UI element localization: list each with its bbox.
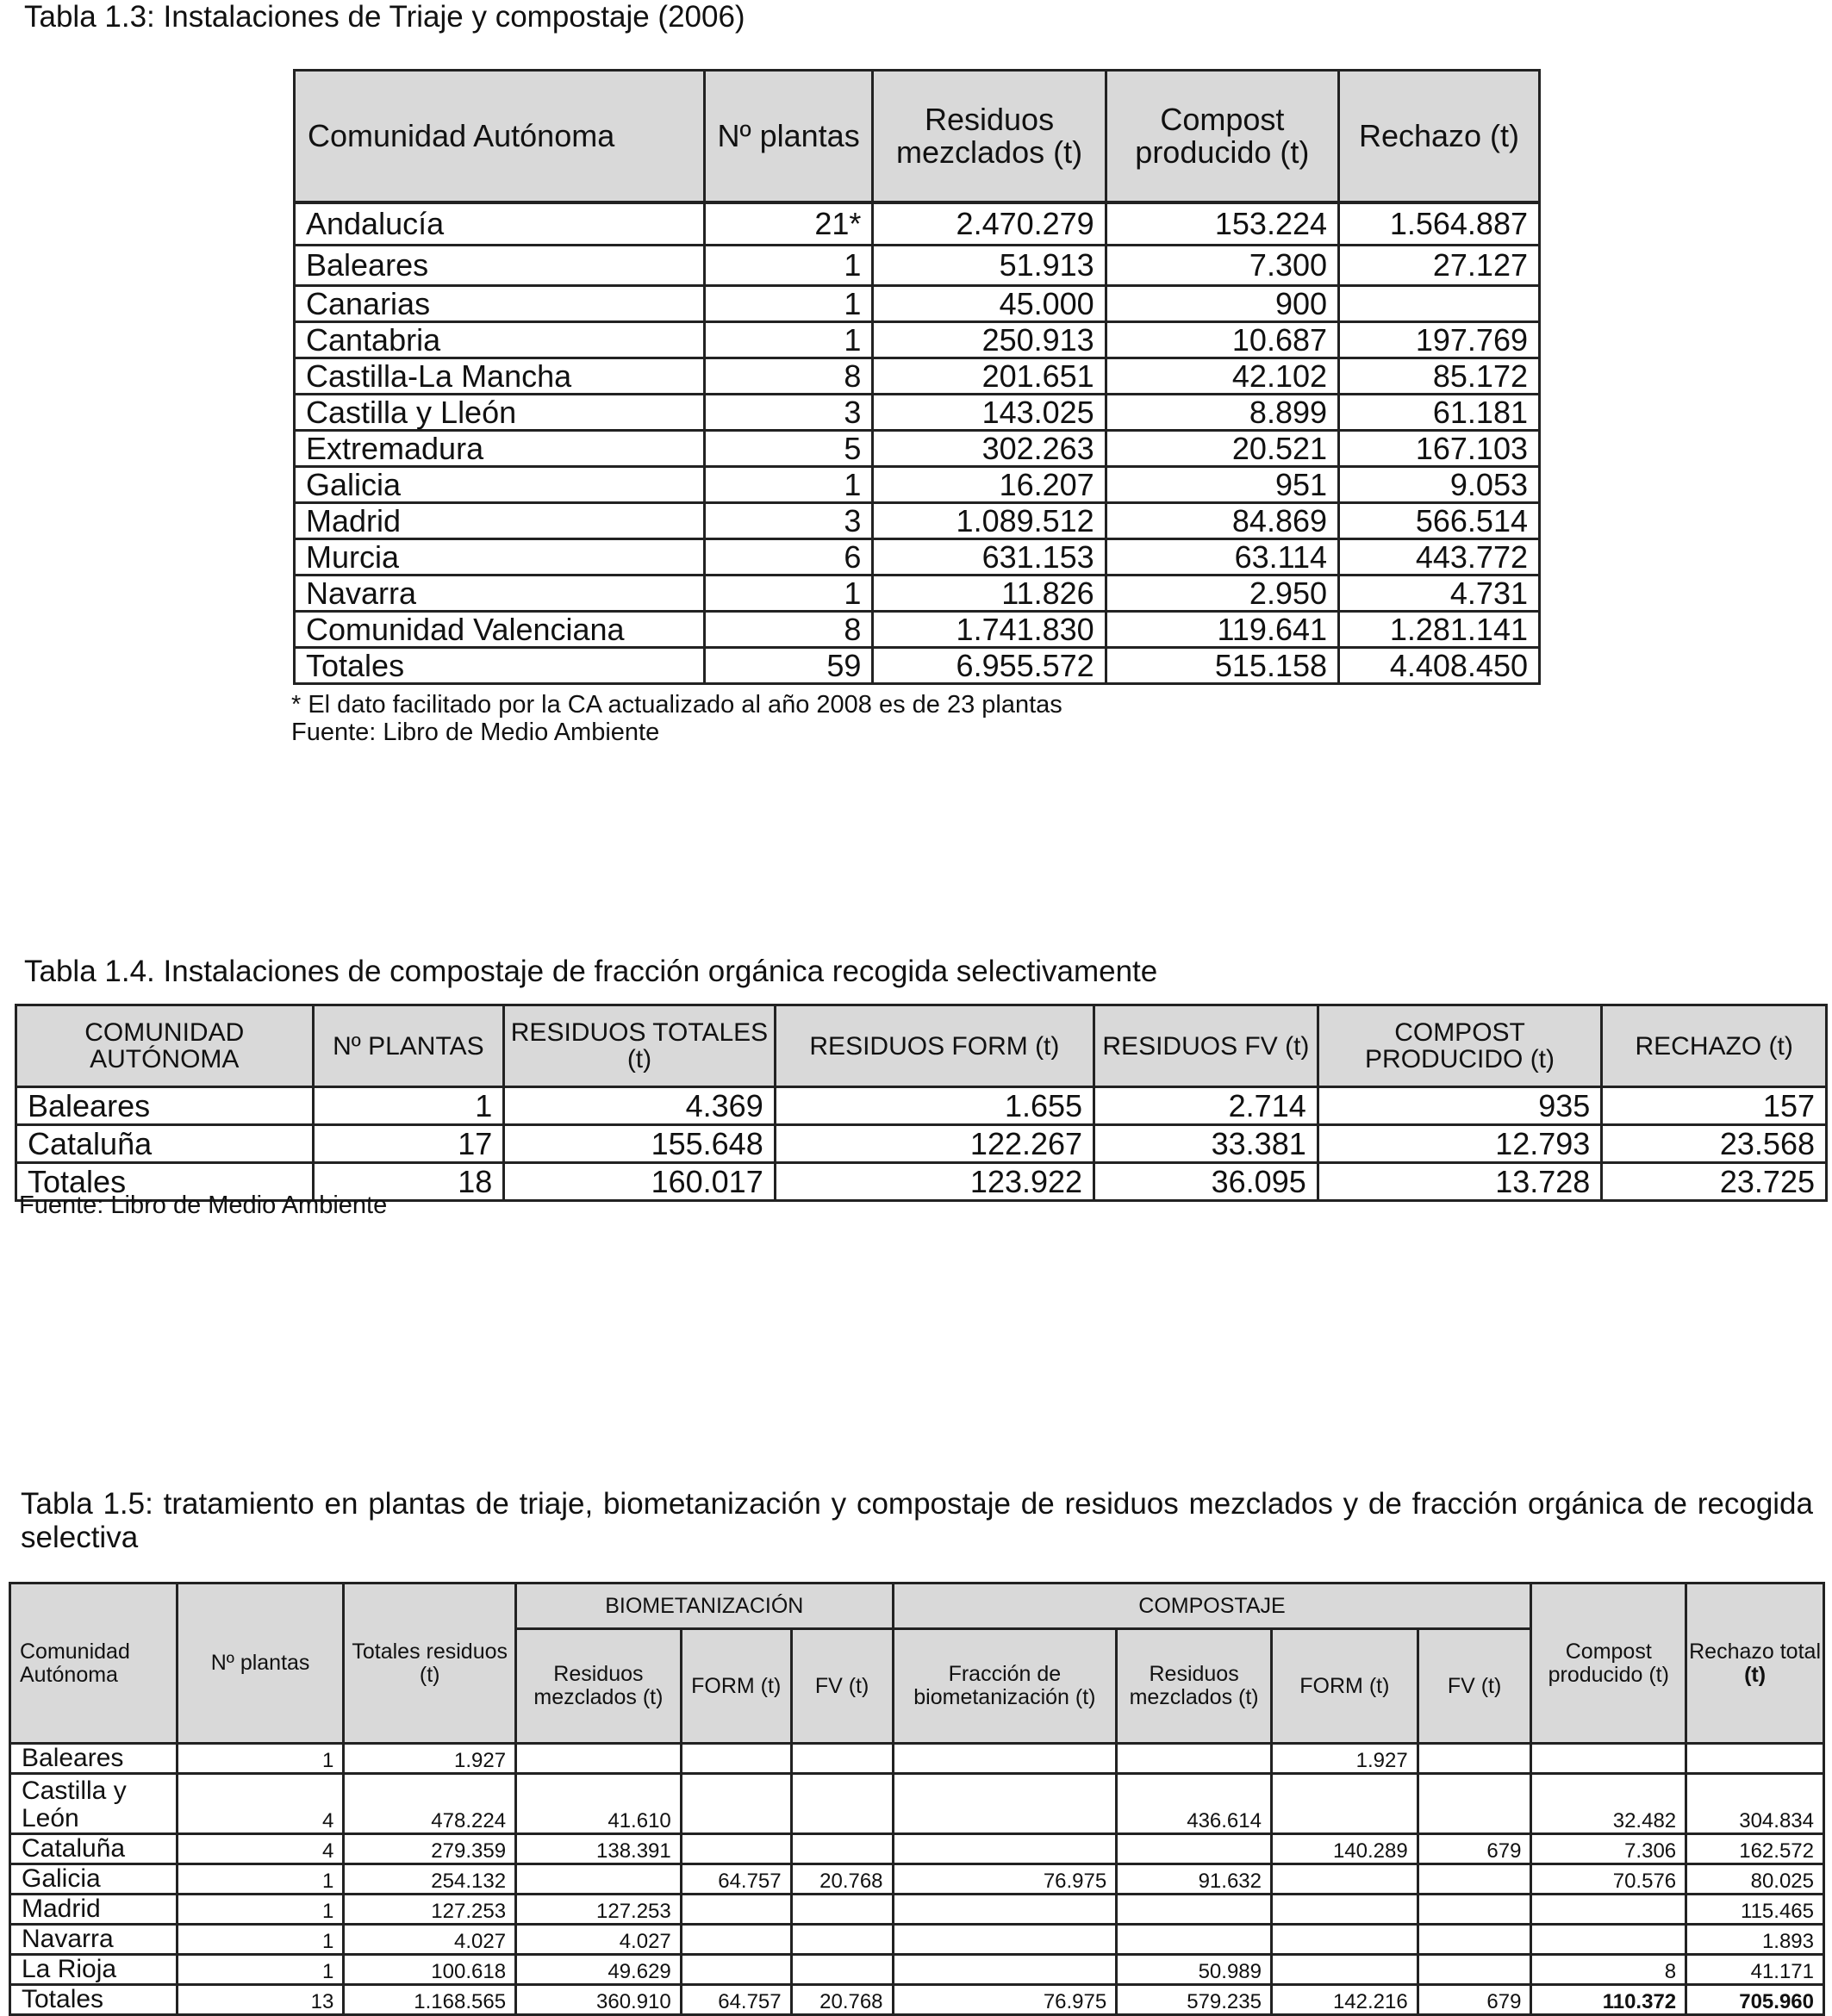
table-cell [1531,1895,1686,1925]
table-cell: 900 [1106,286,1338,322]
table-row [295,395,1540,431]
table-cell: 3 [704,395,873,431]
table-row [10,1744,1824,1774]
column-header: FORM (t) [1271,1629,1418,1744]
table-cell: 436.614 [1117,1774,1272,1834]
table-cell [791,1744,893,1774]
table-cell: 1.564.887 [1339,202,1540,246]
table-cell [893,1955,1117,1985]
table-row [10,1774,1824,1834]
table-cell [516,1744,682,1774]
table-row [295,612,1540,648]
table-cell: 1.741.830 [873,612,1106,648]
table-cell [791,1925,893,1955]
table-cell [791,1895,893,1925]
column-header: Residuos mezclados (t) [516,1629,682,1744]
column-header: FORM (t) [681,1629,791,1744]
row-label-cell: Cantabria [295,322,705,358]
table-cell: 76.975 [893,1985,1117,2015]
row-label-cell: Totales [295,648,705,684]
table-14-title: Tabla 1.4. Instalaciones de compostaje de fracción orgánica recogida selectivamente [24,955,1158,988]
column-header: Compost producido (t) [1106,71,1338,203]
table-cell: 4 [177,1834,344,1864]
table-cell: 76.975 [893,1864,1117,1895]
table-cell: 1.927 [1271,1744,1418,1774]
table-cell [1271,1864,1418,1895]
table-cell [1418,1925,1531,1955]
table-cell: 110.372 [1531,1985,1686,2015]
table-cell: 8.899 [1106,395,1338,431]
table-cell: 443.772 [1339,539,1540,576]
table-cell [1117,1895,1272,1925]
table-cell: 3 [704,503,873,539]
table-15-title: Tabla 1.5: tratamiento en plantas de triaje, biometanización y compostaje de residuos mezclados y de fracción orgánica de recogida selectiva [21,1487,1813,1554]
table-row [295,322,1540,358]
table-cell [1418,1774,1531,1834]
table-cell: 935 [1318,1087,1602,1125]
row-label-cell: Totales [10,1985,178,2015]
table-cell: 1.281.141 [1339,612,1540,648]
table-row [10,1834,1824,1864]
table-cell [681,1744,791,1774]
table-cell: 1.168.565 [344,1985,516,2015]
table-cell: 61.181 [1339,395,1540,431]
table-cell: 91.632 [1117,1864,1272,1895]
table-cell: 142.216 [1271,1985,1418,2015]
table-cell: 197.769 [1339,322,1540,358]
table-cell [893,1744,1117,1774]
table-cell: 1 [704,286,873,322]
table-cell [681,1834,791,1864]
table-cell: 679 [1418,1985,1531,2015]
table-cell: 8 [704,358,873,395]
table-cell [1117,1834,1272,1864]
table-cell: 1 [704,467,873,503]
table-cell [893,1895,1117,1925]
table-cell: 33.381 [1094,1125,1318,1163]
table-cell: 153.224 [1106,202,1338,246]
column-header: RESIDUOS FORM (t) [775,1005,1094,1087]
row-label-cell: Comunidad Valenciana [295,612,705,648]
table-cell: 143.025 [873,395,1106,431]
table-cell: 160.017 [504,1163,776,1201]
row-label-cell: Totales [16,1163,314,1201]
row-label-cell: Extremadura [295,431,705,467]
table-cell: 16.207 [873,467,1106,503]
table-cell [1418,1744,1531,1774]
table-13-header-row [295,71,1540,203]
table-cell: 8 [1531,1955,1686,1985]
unit-label: (t) [1744,1662,1767,1687]
table-cell [1418,1955,1531,1985]
table-cell: 138.391 [516,1834,682,1864]
table-14-source: Fuente: Libro de Medio Ambiente [19,1192,388,1219]
table-cell: 250.913 [873,322,1106,358]
column-header: Fracción de biometanización (t) [893,1629,1117,1744]
table-cell: 631.153 [873,539,1106,576]
column-header: Comunidad Autónoma [295,71,705,203]
column-header: RESIDUOS TOTALES (t) [504,1005,776,1087]
table-cell: 4.369 [504,1087,776,1125]
table-cell [1339,286,1540,322]
table-cell: 566.514 [1339,503,1540,539]
table-row [295,467,1540,503]
table-cell: 201.651 [873,358,1106,395]
table-cell: 13.728 [1318,1163,1602,1201]
table-cell [791,1955,893,1985]
table-cell: 705.960 [1686,1985,1824,2015]
table-row [10,1864,1824,1895]
row-label-cell: Madrid [10,1895,178,1925]
row-label-cell: Cataluña [16,1125,314,1163]
column-header: Residuos mezclados (t) [1117,1629,1272,1744]
table-cell: 1 [177,1864,344,1895]
table-cell: 23.725 [1602,1163,1827,1201]
column-header-rechazo: Rechazo total (t) [1689,1639,1821,1687]
table-cell: 279.359 [344,1834,516,1864]
table-cell [1117,1925,1272,1955]
table-row [16,1087,1827,1125]
table-cell: 5 [704,431,873,467]
table-row [10,1925,1824,1955]
table-cell: 51.913 [873,246,1106,286]
row-label-cell: Baleares [295,246,705,286]
table-cell: 4.027 [516,1925,682,1955]
table-13 [293,69,1541,685]
table-cell: 41.610 [516,1774,682,1834]
group-header-compostaje: COMPOSTAJE [893,1584,1531,1629]
table-cell [893,1834,1117,1864]
table-cell [1418,1864,1531,1895]
column-header: COMUNIDAD AUTÓNOMA [16,1005,314,1087]
table-cell: 59 [704,648,873,684]
table-row [295,358,1540,395]
table-cell: 6.955.572 [873,648,1106,684]
column-header [1686,1584,1824,1744]
table-cell: 1 [313,1087,504,1125]
table-cell: 115.465 [1686,1895,1824,1925]
table-cell [1686,1744,1824,1774]
table-cell: 41.171 [1686,1955,1824,1985]
column-header: Comunidad Autónoma [10,1584,178,1744]
group-header-biometanizacion: BIOMETANIZACIÓN [516,1584,893,1629]
table-cell: 4.027 [344,1925,516,1955]
table-15 [9,1582,1825,2016]
table-row [295,286,1540,322]
table-cell: 11.826 [873,576,1106,612]
column-header: FV (t) [1418,1629,1531,1744]
table-cell: 515.158 [1106,648,1338,684]
table-cell: 1 [177,1925,344,1955]
table-cell: 18 [313,1163,504,1201]
table-cell: 10.687 [1106,322,1338,358]
table-14 [15,1004,1828,1202]
row-label-cell: Castilla y Lleón [295,395,705,431]
column-header: Compost producido (t) [1531,1584,1686,1744]
row-label-cell: Castilla y León [10,1774,178,1834]
table-cell: 63.114 [1106,539,1338,576]
table-row [10,1985,1824,2015]
table-cell: 80.025 [1686,1864,1824,1895]
table-cell: 1 [704,246,873,286]
table-cell: 167.103 [1339,431,1540,467]
table-cell [1271,1955,1418,1985]
table-row [16,1125,1827,1163]
row-label-cell: Baleares [10,1744,178,1774]
row-label-cell: Madrid [295,503,705,539]
table-cell [681,1955,791,1985]
table-14-header-row [16,1005,1827,1087]
row-label-cell: Castilla-La Mancha [295,358,705,395]
column-header: COMPOST PRODUCIDO (t) [1318,1005,1602,1087]
table-cell: 20.768 [791,1985,893,2015]
table-row [295,431,1540,467]
table-cell [516,1864,682,1895]
table-cell: 7.300 [1106,246,1338,286]
table-cell: 20.521 [1106,431,1338,467]
table-15-header-group-row [10,1584,1824,1629]
table-cell: 42.102 [1106,358,1338,395]
table-cell: 360.910 [516,1985,682,2015]
table-cell: 2.470.279 [873,202,1106,246]
table-cell: 302.263 [873,431,1106,467]
table-cell: 679 [1418,1834,1531,1864]
column-header: RESIDUOS FV (t) [1094,1005,1318,1087]
table-row [295,202,1540,246]
column-header: Nº PLANTAS [313,1005,504,1087]
table-cell: 304.834 [1686,1774,1824,1834]
table-cell: 1.655 [775,1087,1094,1125]
table-cell: 122.267 [775,1125,1094,1163]
table-cell: 6 [704,539,873,576]
table-cell: 85.172 [1339,358,1540,395]
table-cell: 1 [704,322,873,358]
column-header: Nº plantas [704,71,873,203]
table-13-footnote: * El dato facilitado por la CA actualizado al año 2008 es de 23 plantas [291,691,1062,719]
table-cell: 951 [1106,467,1338,503]
table-cell: 17 [313,1125,504,1163]
table-cell [893,1925,1117,1955]
table-cell: 1 [177,1744,344,1774]
row-label-cell: Murcia [295,539,705,576]
table-row [295,246,1540,286]
table-row [10,1895,1824,1925]
table-cell [1271,1895,1418,1925]
row-label-cell: Navarra [295,576,705,612]
table-cell: 2.714 [1094,1087,1318,1125]
table-cell: 64.757 [681,1864,791,1895]
column-header: Residuos mezclados (t) [873,71,1106,203]
table-cell: 23.568 [1602,1125,1827,1163]
table-cell: 127.253 [344,1895,516,1925]
table-cell [681,1925,791,1955]
table-cell: 478.224 [344,1774,516,1834]
table-cell [791,1774,893,1834]
table-cell: 1.893 [1686,1925,1824,1955]
table-cell [1531,1925,1686,1955]
table-cell [1418,1895,1531,1925]
table-13-notes [291,691,1062,746]
row-label-cell: Navarra [10,1925,178,1955]
table-cell: 9.053 [1339,467,1540,503]
table-cell: 162.572 [1686,1834,1824,1864]
table-cell [681,1774,791,1834]
table-row [295,539,1540,576]
table-cell: 155.648 [504,1125,776,1163]
table-cell [1117,1744,1272,1774]
table-13-title: Tabla 1.3: Instalaciones de Triaje y compostaje (2006) [24,0,745,34]
table-cell: 4.731 [1339,576,1540,612]
table-cell: 13 [177,1985,344,2015]
row-label-cell: La Rioja [10,1955,178,1985]
row-label-cell: Baleares [16,1087,314,1125]
table-row [295,503,1540,539]
table-cell: 12.793 [1318,1125,1602,1163]
table-cell: 1 [177,1895,344,1925]
table-row [295,576,1540,612]
table-cell: 579.235 [1117,1985,1272,2015]
table-cell: 7.306 [1531,1834,1686,1864]
table-cell: 100.618 [344,1955,516,1985]
table-cell: 49.629 [516,1955,682,1985]
table-cell [681,1895,791,1925]
column-header: Rechazo (t) [1339,71,1540,203]
table-cell: 45.000 [873,286,1106,322]
row-label-cell: Andalucía [295,202,705,246]
table-row [10,1955,1824,1985]
row-label-cell: Galicia [10,1864,178,1895]
table-cell: 70.576 [1531,1864,1686,1895]
table-cell [791,1834,893,1864]
table-cell [1531,1744,1686,1774]
table-cell: 123.922 [775,1163,1094,1201]
row-label-cell: Cataluña [10,1834,178,1864]
table-cell: 36.095 [1094,1163,1318,1201]
table-cell: 127.253 [516,1895,682,1925]
table-cell: 21* [704,202,873,246]
table-cell [893,1774,1117,1834]
table-13-source: Fuente: Libro de Medio Ambiente [291,719,660,746]
table-cell: 1.089.512 [873,503,1106,539]
table-cell [1271,1774,1418,1834]
row-label-cell: Canarias [295,286,705,322]
table-cell: 157 [1602,1087,1827,1125]
column-header: Nº plantas [177,1584,344,1744]
column-header: RECHAZO (t) [1602,1005,1827,1087]
table-cell: 8 [704,612,873,648]
table-cell: 64.757 [681,1985,791,2015]
table-cell: 1 [704,576,873,612]
table-cell: 4.408.450 [1339,648,1540,684]
table-cell: 1.927 [344,1744,516,1774]
table-cell: 2.950 [1106,576,1338,612]
table-cell: 50.989 [1117,1955,1272,1985]
table-row [295,648,1540,684]
table-cell: 84.869 [1106,503,1338,539]
table-cell: 1 [177,1955,344,1985]
row-label-cell: Galicia [295,467,705,503]
column-header: FV (t) [791,1629,893,1744]
table-cell: 119.641 [1106,612,1338,648]
column-header: Totales residuos (t) [344,1584,516,1744]
table-cell: 140.289 [1271,1834,1418,1864]
table-cell: 27.127 [1339,246,1540,286]
table-cell: 4 [177,1774,344,1834]
table-cell: 32.482 [1531,1774,1686,1834]
table-cell [1271,1925,1418,1955]
table-cell: 20.768 [791,1864,893,1895]
table-cell: 254.132 [344,1864,516,1895]
